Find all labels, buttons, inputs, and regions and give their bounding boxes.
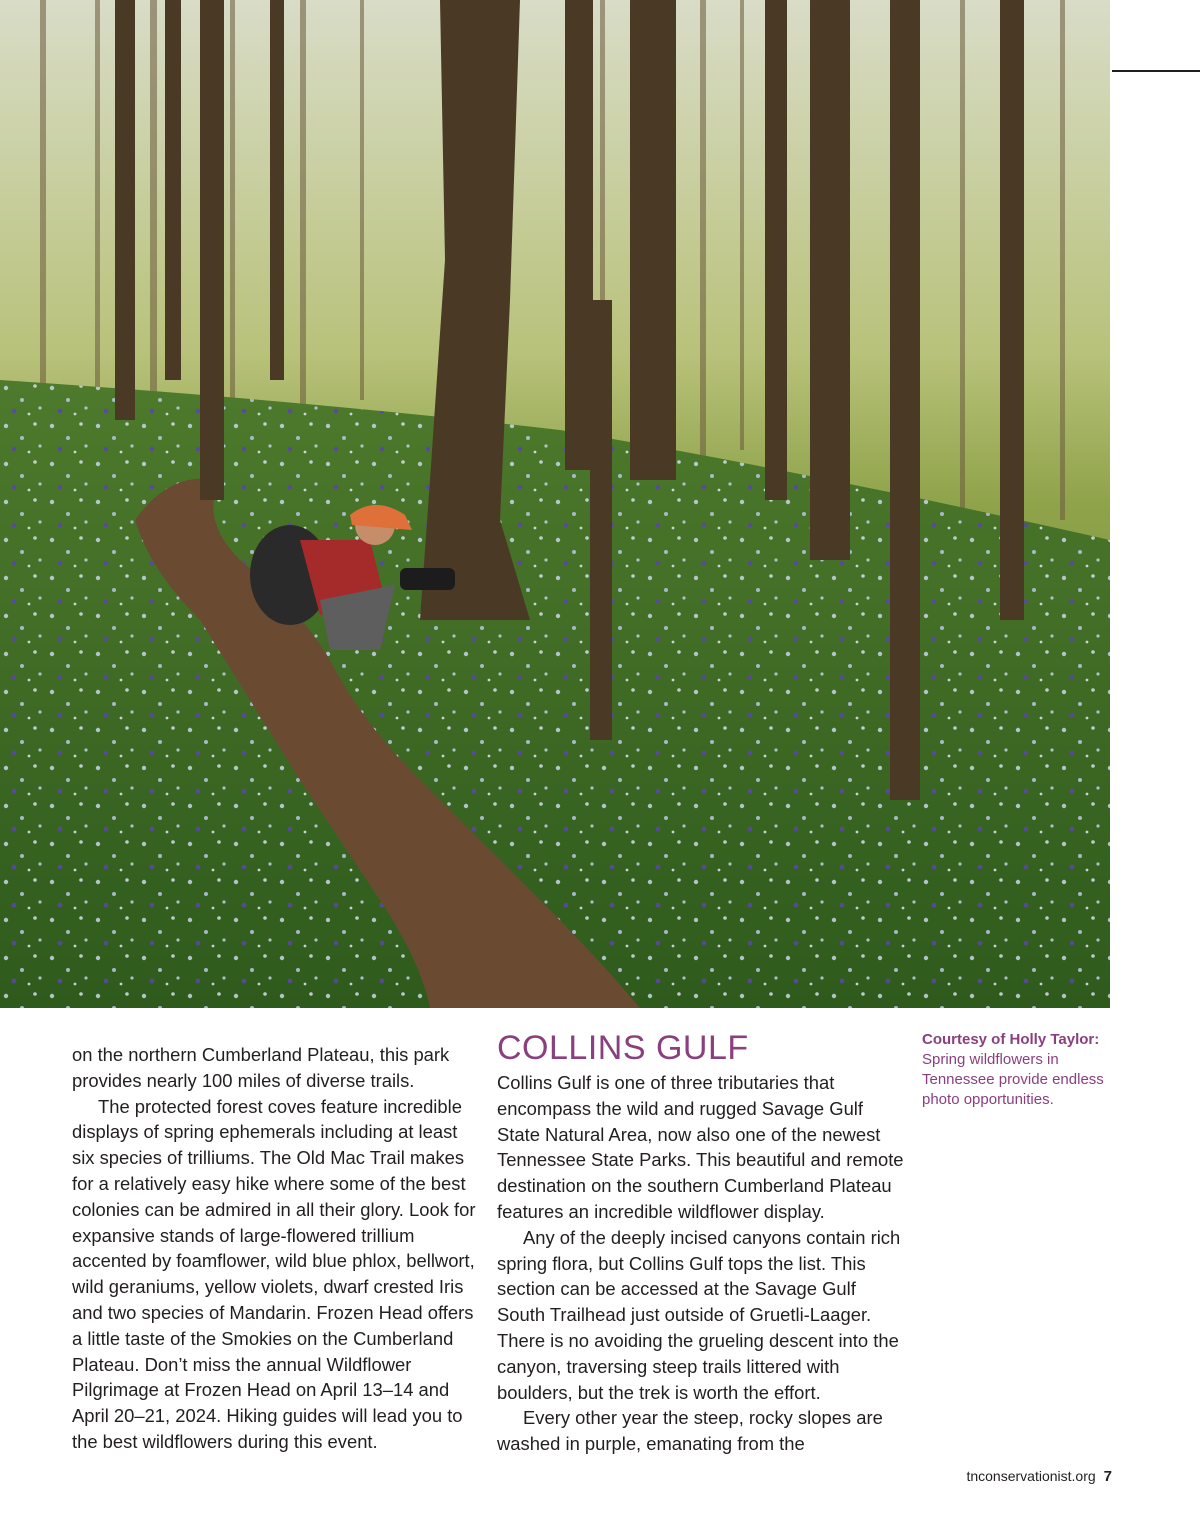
body-column-left bbox=[72, 1042, 484, 1455]
paragraph: The protected forest coves feature incredible displays of spring ephemerals including at least six species of trilliums. The Old Mac Trail makes for a relatively easy hike where some of the best colonies can be admired in all their glory. Look for expansive stands of large-flowered trillium accented by foamflower, wild blue phlox, bellwort, wild geraniums, yellow violets, dwarf crested Iris and two species of Mandarin. Frozen Head offers a little taste of the Smokies on the Cumberland Plateau. Don’t miss the annual Wildflower Pilgrimage at Frozen Head on April 13–14 and April 20–21, 2024. Hiking guides will lead you to the best wildflowers during this event. bbox=[72, 1095, 476, 1452]
paragraph: on the northern Cumberland Plateau, this park provides nearly 100 miles of diverse trails. bbox=[72, 1044, 450, 1091]
photo-credit: Courtesy of Holly Taylor: bbox=[922, 1031, 1100, 1048]
top-rule bbox=[1112, 70, 1200, 72]
paragraph: Collins Gulf is one of three tributaries that encompass the wild and rugged Savage Gulf State Natural Area, now also one of the newest Tennessee State Parks. This beautiful and remote destination on the southern Cumberland Plateau features an incredible wildflower display. bbox=[497, 1072, 904, 1222]
page-number: 7 bbox=[1103, 1468, 1112, 1485]
paragraph: Every other year the steep, rocky slopes are washed in purple, emanating from the bbox=[497, 1407, 883, 1455]
section-heading: COLLINS GULF bbox=[497, 1029, 749, 1067]
paragraph: Any of the deeply incised canyons contain rich spring flora, but Collins Gulf tops the list. This section can be accessed at the Savage Gulf South Trailhead just outside of Gruetli-Laager. There is no avoiding the grueling descent into the canyon, traversing steep trails littered with boulders, but the trek is worth the effort. bbox=[497, 1226, 901, 1403]
page-footer bbox=[966, 1468, 1112, 1485]
footer-site: tnconservationist.org bbox=[966, 1468, 1096, 1484]
body-column-right bbox=[497, 1028, 907, 1457]
photo-caption bbox=[922, 1030, 1122, 1110]
caption-text: Spring wildflowers in Tennessee provide endless photo opportunities. bbox=[922, 1051, 1104, 1108]
